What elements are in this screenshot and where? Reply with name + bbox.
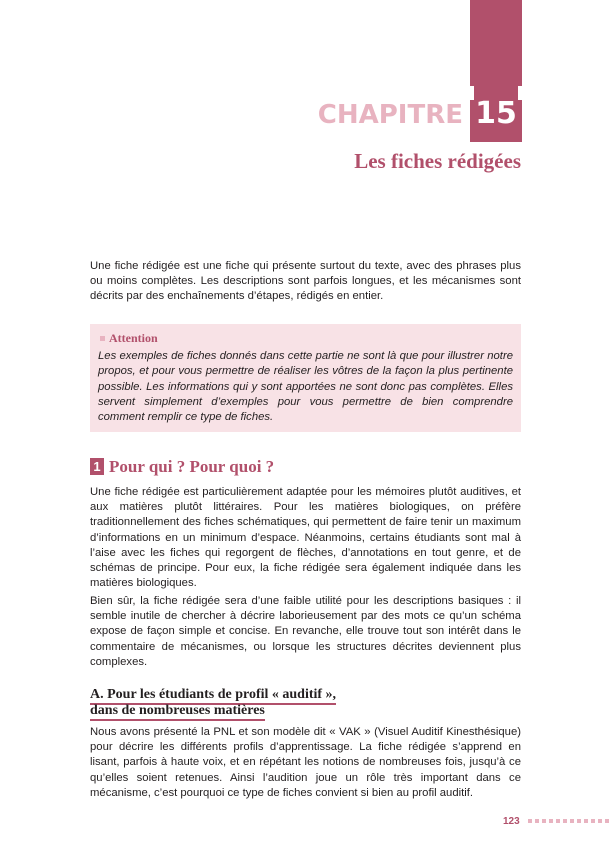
chapter-label: CHAPITRE [317,100,463,130]
subsection-heading-line-1: A. Pour les étudiants de profil « auditif », [90,687,336,705]
subsection-paragraph: Nous avons présenté la PNL et son modèle dit « VAK » (Visuel Auditif Kinesthésique) pour décrire les différents profils d’apprentissage. La fiche rédigée s’apprend en lisant, parfois à haute voix, et en répétant les notions de nombreuses fois, jusqu’à ce qu’elles soient retenues. Ainsi l’audition joue un rôle très important dans ce mécanisme, c’est pourquoi ce type de fiches convient si bien au profil auditif. [90,726,521,799]
section-title: Pour qui ? Pour quoi ? [109,457,275,476]
chapter-title: Les fiches rédigées [354,149,521,173]
square-bullet-icon [100,336,105,341]
page-number-dots [528,819,609,823]
subsection-heading [90,687,521,719]
chapter-number: 15 [475,96,517,131]
section-paragraph-1: Une fiche rédigée est particulièrement adaptée pour les mémoires plutôt auditives, et aux matières plutôt littéraires. Pour les matières biologiques, on préfère traditionnellement des fiches schématiques, qui permettent de faire tenir un maximum d’informations en un minimum d’espace. Néanmoins, certains étudiants sont mal à l’aise avec les fiches qui regorgent de flèches, d’annotations en tout genre, et de schémas de principe. Pour eux, la fiche rédigée sera également indiquée dans les matières biologiques. [90,486,521,590]
attention-body: Les exemples de fiches donnés dans cette partie ne sont là que pour illustrer notre propos, et pour vous permettre de réaliser les vôtres de la façon la plus pertinente possible. Les informations qui y sont apportées ne sont donc pas complètes. Elles servent simplement d’exemples pour vous permettre de bien comprendre comment remplir ce type de fiches. [98,350,513,424]
section-heading [90,457,274,477]
intro-paragraph: Une fiche rédigée est une fiche qui présente surtout du texte, avec des phrases plus ou moins complètes. Les descriptions sont parfois longues, et les mécanismes sont décrits par des enchaînements d’étapes, rédigés en entier. [90,260,521,303]
attention-box [90,324,521,432]
attention-title-text: Attention [109,331,158,345]
subsection-heading-line-2: dans de nombreuses matières [90,703,265,721]
attention-title [100,331,158,346]
section-number-badge: 1 [90,458,104,475]
section-paragraph-2: Bien sûr, la fiche rédigée sera d’une faible utilité pour les descriptions basiques : il semble inutile de chercher à décrire laborieusement par des mots ce qu’un schéma expose de façon simple et concise. En revanche, elle trouve tout son intérêt dans le commentaire de mécanismes, ou lorsque les structures décrites deviennent plus complexes. [90,595,521,668]
page-number: 123 [503,816,520,827]
